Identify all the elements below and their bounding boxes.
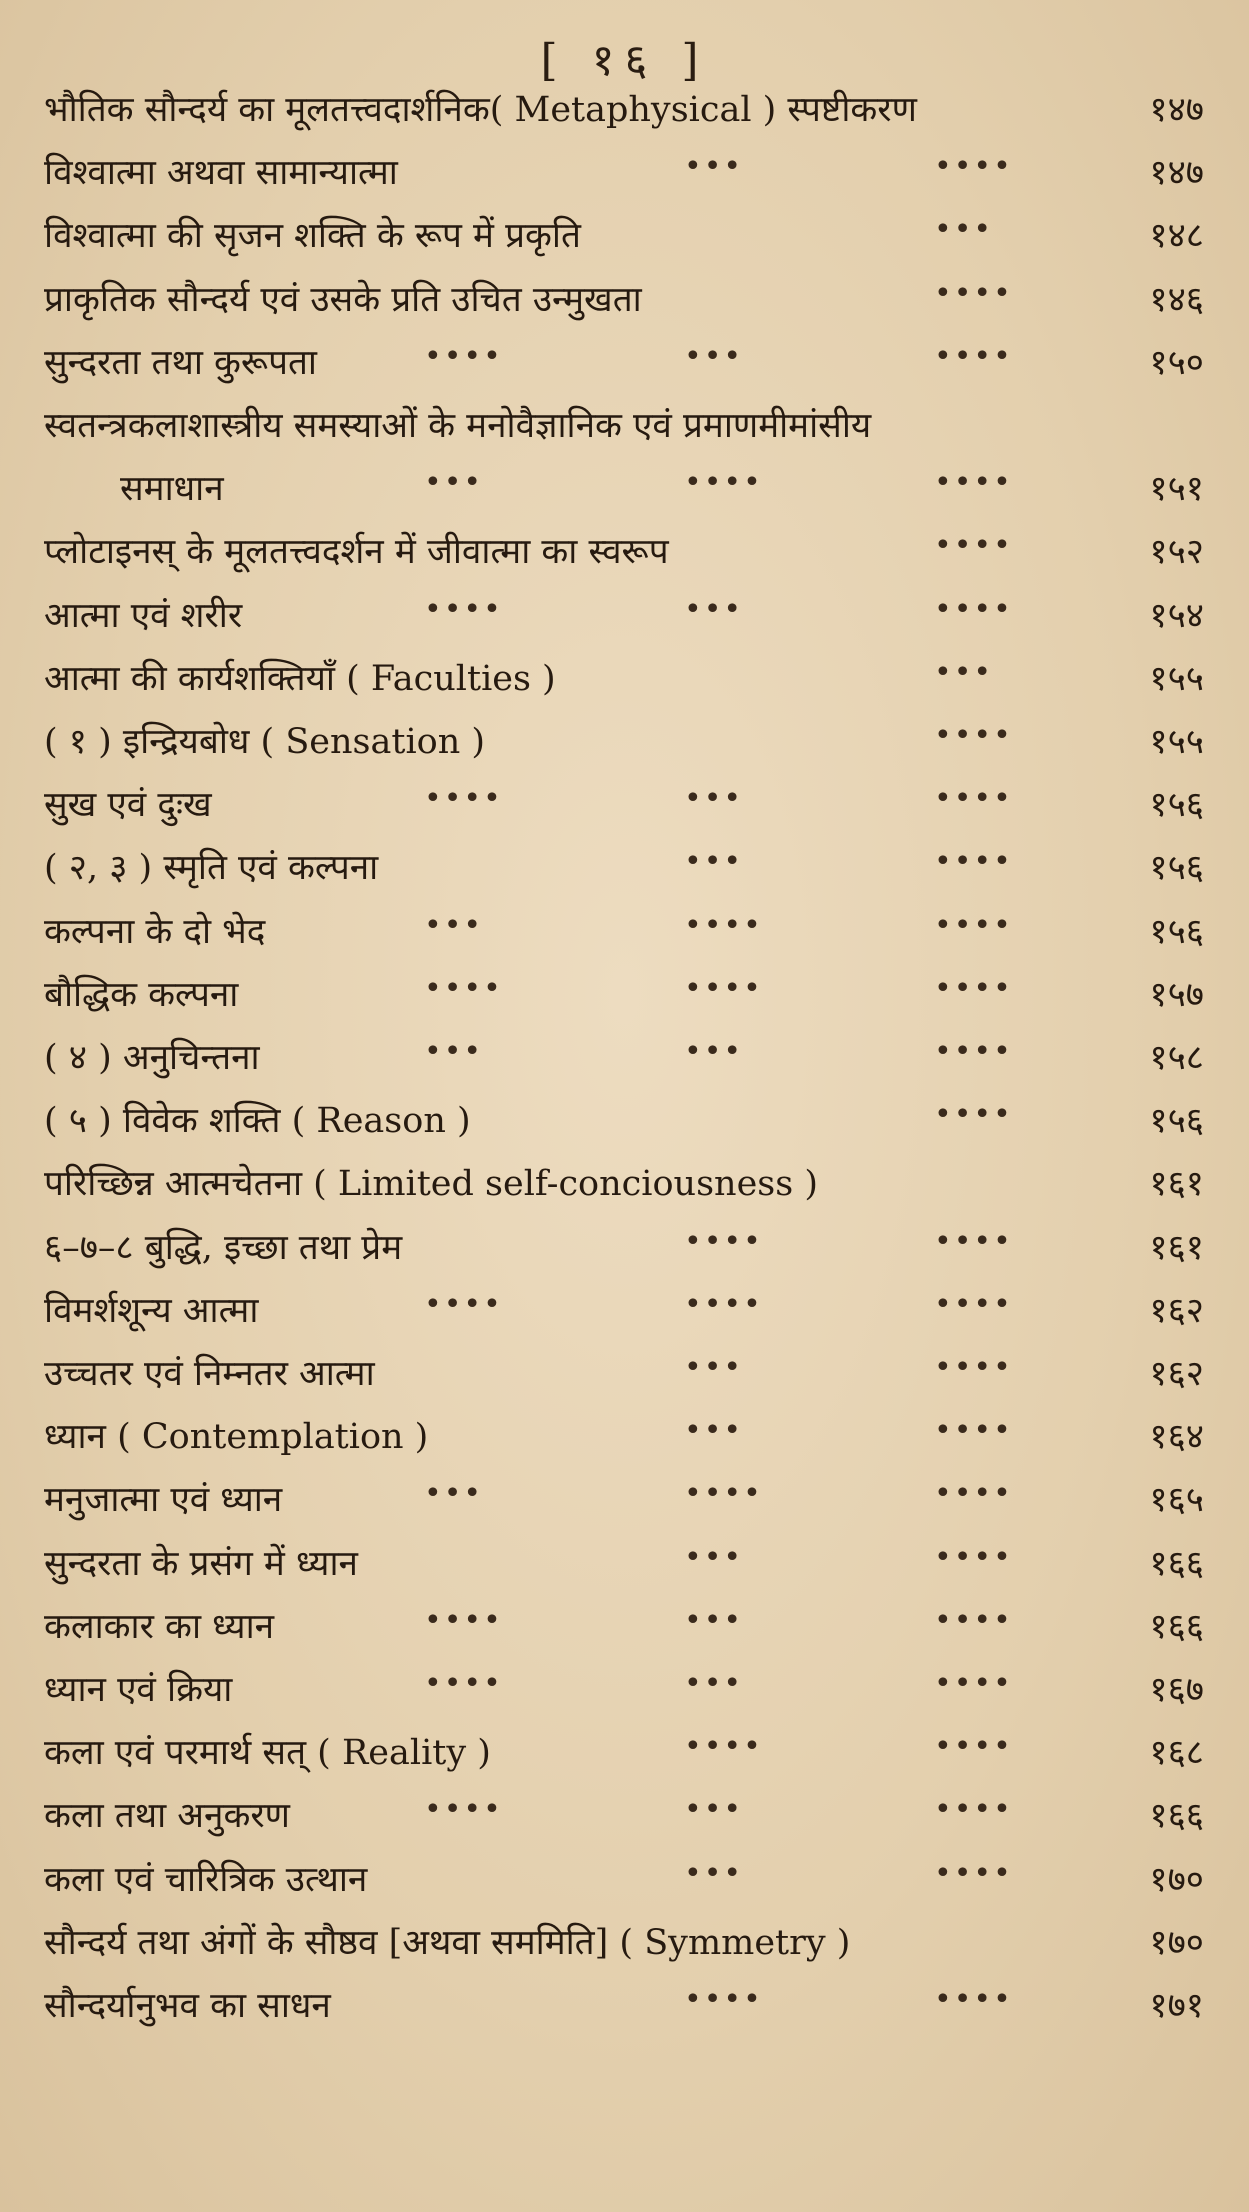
leader-dots: ••• bbox=[684, 1350, 744, 1385]
toc-entry bbox=[44, 967, 1204, 1023]
leader-dots: •••• bbox=[934, 338, 1013, 374]
leader-dots: ••• bbox=[684, 844, 744, 880]
leader-dots: •••• bbox=[934, 1413, 1013, 1449]
toc-entry-page-number: १५६ bbox=[1149, 911, 1204, 952]
leader-dots: •••• bbox=[934, 1476, 1013, 1512]
toc-entry-page-number: १६१ bbox=[1149, 1164, 1204, 1205]
toc-entry-title: परिच्छिन्न आत्मचेतना ( Limited self-conciousness ) bbox=[44, 1164, 818, 1205]
leader-dots: ••• bbox=[424, 465, 484, 501]
toc-entry-page-number: १६४ bbox=[1149, 1417, 1204, 1458]
leader-dots: •••• bbox=[934, 1223, 1013, 1259]
toc-entry bbox=[44, 272, 1204, 328]
leader-dots: •••• bbox=[934, 275, 1013, 311]
leader-dots: ••• bbox=[684, 781, 744, 817]
toc-entry-page-number: १६६ bbox=[1149, 1543, 1204, 1584]
toc-entry-page-number: १४६ bbox=[1149, 279, 1204, 320]
toc-entry-title: भौतिक सौन्दर्य का मूलतत्त्वदार्शनिक( Metaphysical ) स्पष्टीकरण bbox=[44, 90, 917, 130]
toc-entry-page-number: १५१ bbox=[1149, 469, 1204, 510]
toc-entry bbox=[44, 1725, 1204, 1781]
toc-entry-page-number: १५६ bbox=[1149, 1101, 1204, 1142]
toc-entry-title: सौन्दर्य तथा अंगों के सौष्ठव [अथवा सममिति] ( Symmetry ) bbox=[44, 1922, 851, 1963]
toc-entry-title: कला तथा अनुकरण bbox=[44, 1796, 290, 1837]
toc-entry bbox=[44, 398, 1204, 454]
toc-entry-page-number: १७० bbox=[1149, 1859, 1204, 1900]
leader-dots: •••• bbox=[424, 338, 503, 374]
leader-dots: •••• bbox=[934, 465, 1013, 501]
toc-entry-page-number: १६६ bbox=[1149, 1606, 1204, 1647]
toc-entry-title: ध्यान एवं क्रिया bbox=[44, 1670, 233, 1710]
toc-entry bbox=[44, 1915, 1204, 1971]
toc-entry-title: ६–७–८ बुद्धि, इच्छा तथा प्रेम bbox=[44, 1227, 403, 1268]
leader-dots: ••• bbox=[684, 1539, 744, 1575]
toc-entry bbox=[44, 524, 1204, 580]
leader-dots: ••• bbox=[684, 1666, 744, 1701]
leader-dots: •••• bbox=[934, 1286, 1013, 1322]
toc-entry bbox=[44, 651, 1204, 707]
toc-entry-title: ( ५ ) विवेक शक्ति ( Reason ) bbox=[44, 1101, 471, 1142]
leader-dots: •••• bbox=[934, 1539, 1013, 1575]
leader-dots: •••• bbox=[934, 718, 1013, 753]
leader-dots: •••• bbox=[934, 1350, 1013, 1385]
toc-entry-title: कल्पना के दो भेद bbox=[44, 911, 266, 952]
leader-dots: •••• bbox=[934, 1792, 1013, 1828]
toc-entry bbox=[44, 840, 1204, 896]
leader-dots: •••• bbox=[424, 970, 503, 1006]
toc-entry-title: ( २, ३ ) स्मृति एवं कल्पना bbox=[44, 848, 379, 889]
leader-dots: •••• bbox=[684, 1286, 763, 1322]
toc-entry-title: कला एवं चारित्रिक उत्थान bbox=[44, 1859, 368, 1900]
toc-entry-title: मनुजात्मा एवं ध्यान bbox=[44, 1480, 283, 1521]
leader-dots: •••• bbox=[934, 1729, 1013, 1765]
leader-dots: ••• bbox=[684, 1792, 744, 1828]
toc-entry bbox=[44, 1536, 1204, 1592]
page-number: [ १६ ] bbox=[540, 35, 709, 86]
toc-entry-page-number: १६२ bbox=[1149, 1354, 1204, 1394]
leader-dots: ••• bbox=[684, 1034, 744, 1069]
toc-entry-title: बौद्धिक कल्पना bbox=[44, 974, 239, 1015]
leader-dots: •••• bbox=[934, 907, 1013, 943]
toc-entry-page-number: १४८ bbox=[1149, 216, 1204, 257]
leader-dots: •••• bbox=[934, 1602, 1013, 1638]
leader-dots: •••• bbox=[684, 1982, 763, 2017]
toc-entry bbox=[44, 777, 1204, 833]
toc-entry-page-number: १५६ bbox=[1149, 785, 1204, 826]
leader-dots: •••• bbox=[684, 1729, 763, 1765]
toc-entry bbox=[44, 1472, 1204, 1528]
toc-entry-page-number: १६६ bbox=[1149, 1796, 1204, 1837]
leader-dots: •••• bbox=[684, 1476, 763, 1512]
leader-dots: •••• bbox=[934, 1855, 1013, 1891]
toc-entry-page-number: १६५ bbox=[1149, 1480, 1204, 1521]
leader-dots: •••• bbox=[684, 465, 763, 501]
toc-entry bbox=[44, 1030, 1204, 1086]
toc-entry bbox=[44, 145, 1204, 201]
toc-entry bbox=[44, 1409, 1204, 1465]
toc-entry-title: विश्वात्मा की सृजन शक्ति के रूप में प्रकृति bbox=[44, 216, 581, 257]
toc-entry bbox=[44, 1852, 1204, 1908]
leader-dots: ••• bbox=[424, 907, 484, 943]
toc-entry-title: प्राकृतिक सौन्दर्य एवं उसके प्रति उचित उन्मुखता bbox=[44, 279, 642, 320]
toc-entry-title: प्लोटाइनस् के मूलतत्त्वदर्शन में जीवात्मा का स्वरूप bbox=[44, 532, 669, 573]
toc-entry-title: सुन्दरता के प्रसंग में ध्यान bbox=[44, 1543, 358, 1584]
toc-entry-page-number: १५५ bbox=[1149, 658, 1204, 699]
toc-entry-page-number: १५८ bbox=[1149, 1038, 1204, 1078]
toc-entry-title: सौन्दर्यानुभव का साधन bbox=[44, 1986, 331, 2026]
toc-entry-page-number: १६२ bbox=[1149, 1290, 1204, 1331]
toc-entry bbox=[44, 1156, 1204, 1212]
toc-entry-page-number: १५५ bbox=[1149, 722, 1204, 762]
toc-entry bbox=[44, 1662, 1204, 1718]
leader-dots: ••• bbox=[684, 591, 744, 627]
toc-entry-title: स्वतन्त्रकलाशास्त्रीय समस्याओं के मनोवैज्ञानिक एवं प्रमाणमीमांसीय bbox=[44, 406, 872, 446]
leader-dots: •••• bbox=[934, 149, 1013, 185]
leader-dots: ••• bbox=[684, 1413, 744, 1449]
leader-dots: ••• bbox=[934, 654, 994, 690]
leader-dots: •••• bbox=[934, 1097, 1013, 1133]
toc-entry-page-number: १५० bbox=[1149, 342, 1204, 383]
toc-entry-title: कला एवं परमार्थ सत् ( Reality ) bbox=[44, 1733, 491, 1774]
toc-entry-page-number: १६७ bbox=[1149, 1670, 1204, 1710]
leader-dots: •••• bbox=[934, 781, 1013, 817]
leader-dots: •••• bbox=[934, 970, 1013, 1006]
toc-entry-title: उच्चतर एवं निम्नतर आत्मा bbox=[44, 1354, 375, 1394]
toc-entry bbox=[44, 588, 1204, 644]
toc-entry-page-number: १७१ bbox=[1149, 1986, 1204, 2026]
leader-dots: •••• bbox=[424, 1286, 503, 1322]
toc-entry bbox=[44, 208, 1204, 264]
toc-entry bbox=[44, 1283, 1204, 1339]
leader-dots: •••• bbox=[934, 591, 1013, 627]
toc-entry-page-number: १४७ bbox=[1149, 90, 1204, 130]
toc-entry bbox=[44, 1220, 1204, 1276]
toc-entry bbox=[44, 82, 1204, 138]
leader-dots: ••• bbox=[684, 1602, 744, 1638]
toc-entry-page-number: १५२ bbox=[1149, 532, 1204, 573]
toc-entry-title: ( ४ ) अनुचिन्तना bbox=[44, 1038, 260, 1078]
toc-entry bbox=[44, 1599, 1204, 1655]
toc-entry-page-number: १६१ bbox=[1149, 1227, 1204, 1268]
leader-dots: •••• bbox=[934, 1666, 1013, 1701]
leader-dots: ••• bbox=[424, 1034, 484, 1069]
toc-entry-title: कलाकार का ध्यान bbox=[44, 1606, 275, 1647]
leader-dots: ••• bbox=[684, 149, 744, 185]
toc-entry-title: आत्मा की कार्यशक्तियाँ ( Faculties ) bbox=[44, 658, 556, 699]
toc-entry-page-number: १५६ bbox=[1149, 848, 1204, 889]
toc-entry-title: आत्मा एवं शरीर bbox=[44, 595, 243, 636]
toc-entry-page-number: १७० bbox=[1149, 1922, 1204, 1963]
toc-entry bbox=[44, 461, 1204, 517]
toc-entry-title: ( १ ) इन्द्रियबोध ( Sensation ) bbox=[44, 722, 486, 762]
leader-dots: ••• bbox=[424, 1476, 484, 1512]
leader-dots: •••• bbox=[684, 907, 763, 943]
toc-entry-page-number: १५७ bbox=[1149, 974, 1204, 1015]
toc-entry-page-number: १४७ bbox=[1149, 153, 1204, 194]
leader-dots: •••• bbox=[424, 1666, 503, 1701]
leader-dots: •••• bbox=[424, 781, 503, 817]
leader-dots: ••• bbox=[934, 212, 994, 248]
leader-dots: •••• bbox=[934, 528, 1013, 564]
toc-entry bbox=[44, 904, 1204, 960]
leader-dots: •••• bbox=[424, 1602, 503, 1638]
toc-entry bbox=[44, 1788, 1204, 1844]
toc-entry bbox=[44, 1093, 1204, 1149]
toc-entry-title: विश्वात्मा अथवा सामान्यात्मा bbox=[44, 153, 398, 194]
leader-dots: •••• bbox=[424, 591, 503, 627]
toc-entry-page-number: १६८ bbox=[1149, 1733, 1204, 1774]
toc-entry-page-number: १५४ bbox=[1149, 595, 1204, 636]
toc-entry bbox=[44, 1978, 1204, 2034]
toc-entry-title: सुख एवं दुःख bbox=[44, 785, 212, 826]
toc-entry bbox=[44, 714, 1204, 770]
leader-dots: •••• bbox=[934, 844, 1013, 880]
toc-entry bbox=[44, 335, 1204, 391]
toc-entry-title: ध्यान ( Contemplation ) bbox=[44, 1417, 429, 1458]
leader-dots: ••• bbox=[684, 1855, 744, 1891]
toc-entry-title: विमर्शशून्य आत्मा bbox=[44, 1290, 259, 1331]
leader-dots: •••• bbox=[684, 1223, 763, 1259]
toc-entry bbox=[44, 1346, 1204, 1402]
leader-dots: •••• bbox=[684, 970, 763, 1006]
leader-dots: •••• bbox=[934, 1982, 1013, 2017]
leader-dots: •••• bbox=[424, 1792, 503, 1828]
toc-entry-title: समाधान bbox=[120, 469, 224, 510]
leader-dots: •••• bbox=[934, 1034, 1013, 1069]
leader-dots: ••• bbox=[684, 338, 744, 374]
toc-entry-title: सुन्दरता तथा कुरूपता bbox=[44, 342, 317, 383]
